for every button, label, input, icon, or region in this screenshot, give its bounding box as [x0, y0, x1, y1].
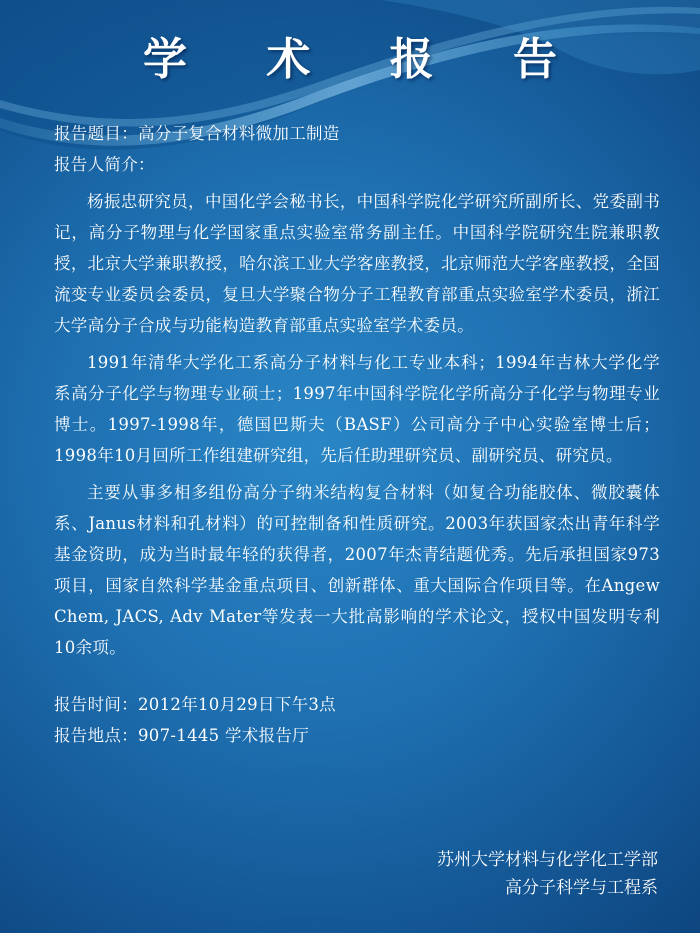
speaker-intro-heading: 报告人简介： — [54, 155, 155, 174]
organizer-department: 高分子科学与工程系 — [505, 878, 658, 898]
bio-paragraph-positions: 杨振忠研究员，中国化学会秘书长，中国科学院化学研究所副所长、党委副书记，高分子物理与化学国家重点实验室常务副主任。中国科学院研究生院兼职教授，北京大学兼职教授，哈尔滨工业大学客座教授，北京师范大学客座教授，全国流变专业委员会委员，复旦大学聚合物分子工程教育部重点实验室学术委员，浙江大学高分子合成与功能构造教育部重点实验室学术委员。 — [54, 192, 660, 335]
report-time: 报告时间：2012年10月29日下午3点 — [54, 695, 336, 714]
poster-content — [54, 118, 660, 751]
poster-title: 学 术 报 告 — [143, 34, 589, 85]
report-topic: 报告题目：高分子复合材料微加工制造 — [54, 124, 340, 143]
organizer-faculty: 苏州大学材料与化学化工学部 — [437, 850, 658, 870]
report-location: 报告地点：907-1445 学术报告厅 — [54, 726, 310, 745]
bio-paragraph-education: 1991年清华大学化工系高分子材料与化工专业本科；1994年吉林大学化学系高分子化学与物理专业硕士；1997年中国科学院化学所高分子化学与物理专业博士。1997-1998年，德国巴斯夫（BASF）公司高分子中心实验室博士后；1998年10月回所工作组建研究组，先后任助理研究员、副研究员、研究员。 — [54, 353, 660, 465]
organizer-block — [437, 846, 658, 902]
bio-paragraph-research: 主要从事多相多组份高分子纳米结构复合材料（如复合功能胶体、微胶囊体系、Janus材料和孔材料）的可控制备和性质研究。2003年获国家杰出青年科学基金资助，成为当时最年轻的获得者，2007年杰青结题优秀。先后承担国家973项目，国家自然科学基金重点项目、创新群体、重大国际合作项目等。在Angew Chem, JACS, Adv Mater等发表一大批高影响的学术论文，授权中国发明专利10余项。 — [54, 483, 660, 657]
spacer — [54, 663, 660, 689]
